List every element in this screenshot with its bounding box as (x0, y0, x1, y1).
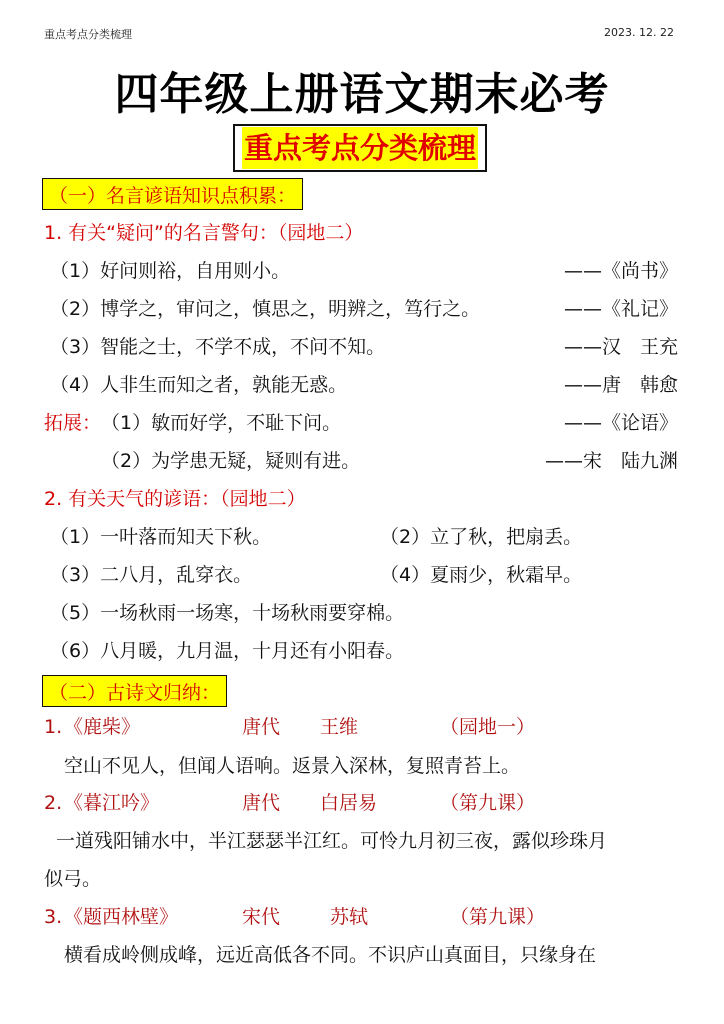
proverb-text: （4）夏雨少，秋霜早。 (380, 564, 583, 586)
group-title-weather: 2. 有关天气的谚语：（园地二） (44, 488, 306, 510)
group-title-questions: 1. 有关“疑问”的名言警句：（园地二） (44, 222, 364, 244)
quote-row (0, 370, 724, 400)
poem-line: 空山不见人，但闻人语响。返景入深林，复照青苔上。 (64, 755, 521, 777)
poem-dynasty: 宋代 (242, 906, 281, 928)
quote-row (0, 408, 724, 438)
poem-dynasty: 唐代 (242, 716, 281, 738)
poem-title-row (0, 788, 724, 818)
proverb-row (0, 598, 724, 628)
quote-row (0, 446, 724, 476)
quote-source: ——汉 王充 (563, 336, 678, 358)
poem-title: 《鹿柴》 (64, 716, 141, 738)
poem-title: 《题西林壁》 (64, 906, 179, 928)
proverb-text: （5）一场秋雨一场寒，十场秋雨要穿棉。 (50, 602, 405, 624)
proverb-text: （2）立了秋，把扇丢。 (380, 526, 583, 548)
quote-text: （1）好问则裕，自用则小。 (50, 260, 291, 282)
quote-source: ——宋 陆九渊 (544, 450, 678, 472)
section-heading-poems: （二）古诗文归纳： (42, 675, 227, 707)
poem-line: 横看成岭侧成峰，远近高低各不同。不识庐山真面目，只缘身在 (64, 944, 597, 966)
quote-row (0, 332, 724, 362)
subtitle-box (233, 124, 487, 172)
poem-number: 2. (44, 792, 63, 814)
poem-dynasty: 唐代 (242, 792, 281, 814)
poem-location: （园地一） (440, 716, 536, 738)
poem-location: （第九课） (440, 792, 536, 814)
page-header-label: 重点考点分类梳理 (44, 28, 132, 41)
poem-line: 一道残阳铺水中，半江瑟瑟半江红。可怜九月初三夜，露似珍珠月 (56, 830, 608, 852)
poem-number: 1. (44, 716, 63, 738)
proverb-row (0, 560, 724, 590)
quote-source: ——《论语》 (563, 412, 678, 434)
proverb-text: （1）一叶落而知天下秋。 (50, 526, 272, 548)
page-header-date: 2023. 12. 22 (604, 26, 674, 39)
poem-number: 3. (44, 906, 63, 928)
poem-author: 苏轼 (330, 906, 369, 928)
quote-source: ——唐 韩愈 (563, 374, 678, 396)
poem-line: 似弓。 (44, 868, 102, 890)
poem-author: 王维 (320, 716, 359, 738)
quote-text: （2）为学患无疑，疑则有进。 (101, 450, 361, 472)
quote-source: ——《尚书》 (563, 260, 678, 282)
quote-row (0, 294, 724, 324)
poem-location: （第九课） (450, 906, 546, 928)
poem-title: 《暮江吟》 (64, 792, 160, 814)
poem-author: 白居易 (320, 792, 378, 814)
quote-text: （3）智能之士，不学不成，不问不知。 (50, 336, 386, 358)
proverb-row (0, 522, 724, 552)
quote-text: （1）敏而好学，不耻下问。 (101, 412, 342, 434)
page-subtitle: 重点考点分类梳理 (242, 127, 478, 169)
quote-text: （2）博学之，审问之，慎思之，明辨之，笃行之。 (50, 298, 481, 320)
poem-title-row (0, 902, 724, 932)
quote-source: ——《礼记》 (563, 298, 678, 320)
quote-text: （4）人非生而知之者，孰能无惑。 (50, 374, 348, 396)
page-title: 四年级上册语文期末必考 (114, 69, 610, 120)
proverb-text: （6）八月暖，九月温，十月还有小阳春。 (50, 640, 405, 662)
quote-row (0, 256, 724, 286)
proverb-row (0, 636, 724, 666)
section-heading-proverbs: （一）名言谚语知识点积累： (42, 178, 303, 210)
extension-label: 拓展： (44, 412, 102, 434)
proverb-text: （3）二八月，乱穿衣。 (50, 564, 253, 586)
poem-title-row (0, 712, 724, 742)
